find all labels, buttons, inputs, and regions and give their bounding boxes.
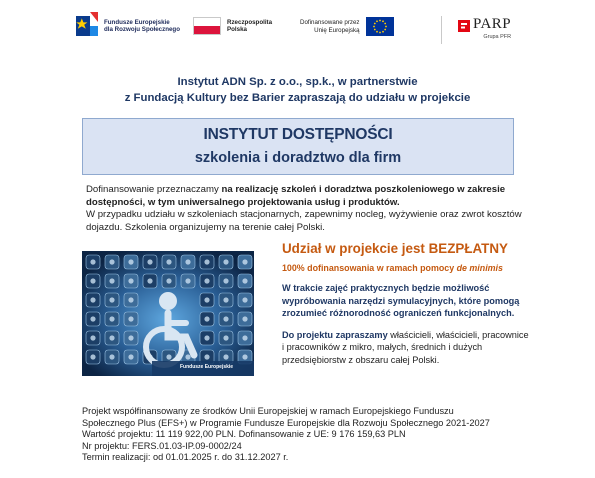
project-footer: [82, 406, 552, 464]
rp-line1: Rzeczpospolita: [227, 18, 273, 26]
parp-logo: [458, 16, 511, 40]
logo-bar: [0, 0, 595, 60]
parp-mark-icon: [458, 19, 470, 31]
parp-sub: Grupa PFR: [483, 34, 512, 40]
description-p1: Dofinansowanie przeznaczamy na realizację szkoleń i doradztwa poszkoleniowego w zakresie dostępności, w tym uniwersalnego projektowania usług i produktów.: [86, 184, 506, 208]
description: [86, 184, 526, 234]
fe-logo: [76, 12, 180, 40]
image-caption: Fundusze Europejskie: [180, 364, 234, 370]
intro-line2: z Fundacją Kultury bez Barier zapraszają do udziału w projekcie: [124, 92, 471, 104]
free-heading: Udział w projekcie jest BEZPŁATNY: [282, 241, 508, 256]
ue-line2: Unię Europejską: [314, 26, 360, 34]
footer-timeline: Termin realizacji: od 01.01.2025 r. do 31.12.2027 r.: [82, 452, 289, 462]
rp-line2: Polska: [227, 26, 247, 33]
ue-logo: [300, 17, 394, 36]
subtitle: szkolenia i doradztwo dla firm: [194, 150, 402, 166]
logo-divider: [441, 16, 442, 44]
footer-line1: Projekt współfinansowany ze środków Unii Europejskiej w ramach Europejskiego Funduszu: [82, 406, 454, 416]
practical-note: W trakcie zajęć praktycznych będzie możliwość wypróbowania narzędzi symulacyjnych, które pomogą zrozumieć różnorodność ograniczeń funkcjonalnych.: [282, 283, 520, 319]
eu-flag-icon: [366, 17, 394, 36]
footer-value: Wartość projektu: 11 119 922,00 PLN. Dofinansowanie z UE: 9 176 159,63 PLN: [82, 429, 406, 439]
description-p2: W przypadku udziału w szkoleniach stacjonarnych, zapewnimy nocleg, wyżywienie oraz zwrot kosztów dojazdu. Szkolenia organizujemy na terenie całej Polski.: [86, 209, 522, 233]
footer-line2: Społecznego Plus (EFS+) w Programie Fundusze Europejskie dla Rozwoju Społecznego 2021-2027: [82, 417, 490, 428]
fe-star-icon: [76, 12, 98, 40]
footer-project-number: Nr projektu: FERS.01.03-IP.09-0002/24: [82, 440, 242, 451]
right-column: [282, 240, 532, 367]
poland-flag-icon: [193, 17, 221, 35]
title-box: [82, 118, 514, 175]
funding-percentage: 100% dofinansowania w ramach pomocy de minimis: [282, 263, 503, 273]
invite-text: Do projektu zapraszamy właścicieli, właścicieli, pracownice i pracowników z mikro, małych, średnich i dużych przedsiębiorstw z obszaru całej Polski.: [282, 329, 529, 365]
parp-name: PARP: [473, 16, 512, 32]
rp-logo: [193, 17, 272, 35]
intro-line1: Instytut ADN Sp. z o.o., sp.k., w partnerstwie: [177, 76, 418, 88]
title: INSTYTUT DOSTĘPNOŚCI: [203, 126, 393, 143]
accessibility-illustration: [82, 251, 254, 376]
fe-line2: dla Rozwoju Społecznego: [104, 26, 180, 33]
intro-heading: [0, 74, 595, 106]
fe-line1: Fundusze Europejskie: [104, 18, 170, 26]
ue-line1: Dofinansowane przez: [300, 19, 360, 27]
